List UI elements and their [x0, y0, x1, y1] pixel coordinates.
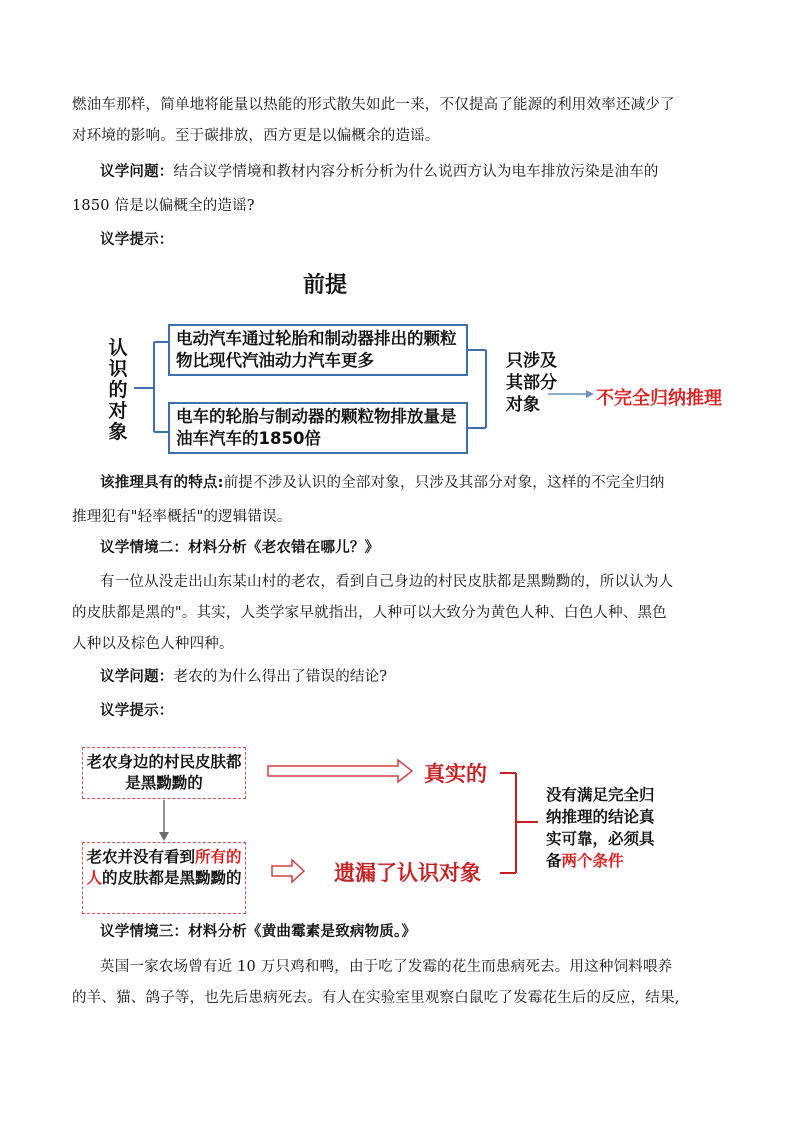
- conclusion-text: 没有满足完全归纳推理的结论真实可靠，必须具备: [546, 786, 655, 870]
- feature-label: 该推理具有的特点:: [100, 475, 224, 491]
- left-label-char: 的: [108, 379, 128, 401]
- diagram1-title: 前提: [303, 273, 348, 298]
- left-label-char: 识: [108, 358, 128, 380]
- scene2-heading: 议学情境二：材料分析《老农错在哪儿？》: [100, 540, 380, 556]
- scene3-text: 的羊、猫、鸽子等，也先后患病死去。有人在实验室里观察白鼠吃了发霉花生后的反应，结果,: [72, 990, 680, 1006]
- box2-text: 老农并没有看到: [86, 848, 195, 866]
- scene3-heading: 议学情境三：材料分析《黄曲霉素是致病物质。》: [100, 924, 417, 940]
- down-arrow: [159, 800, 169, 841]
- paragraph-text: 对环境的影响。至于碳排放，西方更是以偏概余的造谣。: [72, 128, 440, 144]
- feature-text: 前提不涉及认识的全部对象，只涉及其部分对象，这样的不完全归纳: [223, 475, 665, 491]
- left-label-char: 认: [108, 337, 128, 359]
- conclusion-emphasis: 两个条件: [561, 852, 624, 870]
- question-text: 老农的为什么得出了错误的结论?: [173, 669, 388, 685]
- hollow-arrow-2: [272, 860, 304, 882]
- hint-label: 议学提示：: [100, 232, 174, 248]
- box2-emphasis: 所有的人: [86, 848, 242, 887]
- diagram2-bracket: [500, 773, 538, 873]
- question-label: 议学问题：: [100, 164, 174, 180]
- premise-box-2: 电车的轮胎与制动器的颗粒物排放量是油车汽车的1850倍: [168, 402, 468, 454]
- hollow-arrow-1: [268, 760, 412, 782]
- diagram2-label-true: 真实的: [424, 762, 487, 786]
- premise-box-1: 电动汽车通过轮胎和制动器排出的颗粒物比现代汽油动力汽车更多: [168, 324, 468, 376]
- paragraph-text: 燃油车那样，简单地将能量以热能的形式散失如此一来，不仅提高了能源的利用效率还减少了: [72, 97, 675, 113]
- question-text: 结合议学情境和教材内容分析分析为什么说西方认为电车排放污染是油车的: [173, 164, 659, 180]
- question-text-cont: 1850 倍是以偏概全的造谣?: [72, 198, 255, 214]
- right-bracket: [468, 350, 486, 428]
- diagram2-label-omitted: 遗漏了认识对象: [334, 861, 481, 885]
- left-label-char: 对: [108, 400, 128, 422]
- feature-text-cont: 推理犯有"轻率概括"的逻辑错误。: [72, 509, 292, 525]
- diagram1-conclusion: 不完全归纳推理: [596, 388, 722, 409]
- question-label: 议学问题：: [100, 669, 174, 685]
- conclusion-arrow: [548, 390, 594, 398]
- diagram2-box-1: 老农身边的村民皮肤都是黑黝黝的: [82, 747, 246, 799]
- left-bracket: [134, 342, 168, 432]
- box2-text: 的皮肤都是黑黝黝的: [102, 869, 242, 887]
- left-label-char: 象: [108, 421, 128, 443]
- scene2-text: 人种以及棕色人种四种。: [72, 636, 234, 652]
- hint-label: 议学提示：: [100, 703, 174, 719]
- scene2-text: 的皮肤都是黑的"。其实，人类学家早就指出，人种可以大致分为黄色人种、白色人种、黑色: [72, 605, 667, 621]
- diagram1-right-label: 只涉及其部分对象: [506, 351, 557, 415]
- scene2-text: 有一位从没走出山东某山村的老农，看到自己身边的村民皮肤都是黑黝黝的，所以认为人: [100, 574, 674, 590]
- scene3-text: 英国一家农场曾有近 10 万只鸡和鸭，由于吃了发霉的花生而患病死去。用这种饲料喂养: [100, 959, 673, 975]
